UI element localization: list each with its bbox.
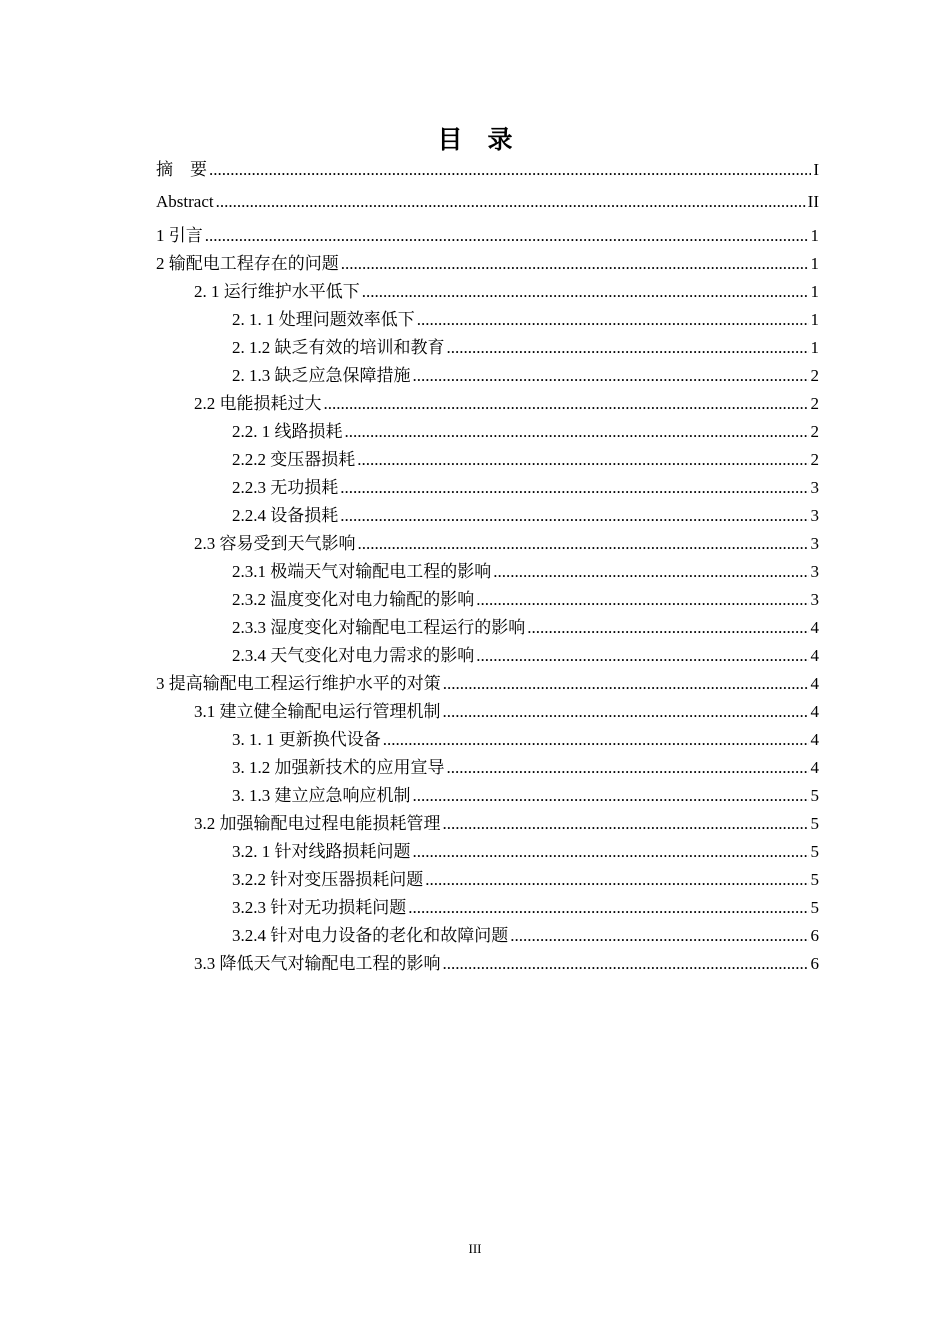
toc-entry-page: II bbox=[807, 192, 819, 211]
toc-entry-page: 3 bbox=[810, 562, 819, 581]
toc-entry[interactable] bbox=[194, 280, 819, 304]
toc-entry-label: 2.3.2 温度变化对电力输配的影响 bbox=[232, 590, 475, 609]
toc-entry[interactable] bbox=[232, 868, 819, 892]
toc-dot-leader bbox=[447, 336, 809, 360]
toc-entry-page: 2 bbox=[810, 366, 819, 385]
toc-entry-page: 2 bbox=[810, 394, 819, 413]
toc-entry-page: 2 bbox=[810, 422, 819, 441]
toc-entry-label: 3.1 建立健全输配电运行管理机制 bbox=[194, 702, 441, 721]
toc-entry-page: 5 bbox=[810, 870, 819, 889]
toc-entry-label: 摘 要 bbox=[156, 160, 207, 179]
toc-dot-leader bbox=[417, 308, 809, 332]
toc-entry-label: 3.2.4 针对电力设备的老化和故障问题 bbox=[232, 926, 509, 945]
toc-entry-label: 3 提高输配电工程运行维护水平的对策 bbox=[156, 674, 441, 693]
toc-entry-label: 2.2 电能损耗过大 bbox=[194, 394, 322, 413]
toc-entry-label: 3.2.2 针对变压器损耗问题 bbox=[232, 870, 424, 889]
toc-entry[interactable] bbox=[232, 728, 819, 752]
toc-dot-leader bbox=[340, 504, 808, 528]
toc-entry-label: 3.3 降低天气对输配电工程的影响 bbox=[194, 954, 441, 973]
toc-entry-label: 2.2. 1 线路损耗 bbox=[232, 422, 343, 441]
toc-entry[interactable] bbox=[232, 588, 819, 612]
toc-entry-page: 5 bbox=[810, 898, 819, 917]
toc-entry-label: 1 引言 bbox=[156, 226, 203, 245]
toc-entry-page: 1 bbox=[810, 310, 819, 329]
toc-entry-label: 2.2.2 变压器损耗 bbox=[232, 450, 356, 469]
toc-entry[interactable] bbox=[194, 952, 819, 976]
toc-entry-label: 2.2.4 设备损耗 bbox=[232, 506, 339, 525]
toc-dot-leader bbox=[425, 868, 808, 892]
toc-entry-label: 2. 1.2 缺乏有效的培训和教育 bbox=[232, 338, 445, 357]
toc-entry-page: 4 bbox=[810, 758, 819, 777]
toc-dot-leader bbox=[357, 448, 808, 472]
toc-entry[interactable] bbox=[232, 420, 819, 444]
toc-entry-page: 5 bbox=[810, 786, 819, 805]
toc-entry[interactable] bbox=[232, 336, 819, 360]
toc-dot-leader bbox=[345, 420, 809, 444]
toc-dot-leader bbox=[443, 672, 809, 696]
toc-entry[interactable] bbox=[232, 308, 819, 332]
toc-entry-page: 5 bbox=[810, 842, 819, 861]
toc-entry-label: 2. 1.3 缺乏应急保障措施 bbox=[232, 366, 411, 385]
toc-dot-leader bbox=[510, 924, 808, 948]
toc-entry[interactable] bbox=[232, 644, 819, 668]
toc-entry-label: 2.3.1 极端天气对输配电工程的影响 bbox=[232, 562, 492, 581]
toc-dot-leader bbox=[209, 158, 811, 182]
toc-entry-page: 2 bbox=[810, 450, 819, 469]
page-number-footer: III bbox=[468, 1241, 482, 1256]
toc-entry-page: 3 bbox=[810, 590, 819, 609]
toc-dot-leader bbox=[443, 700, 809, 724]
toc-dot-leader bbox=[443, 952, 809, 976]
toc-entry-page: I bbox=[813, 160, 819, 179]
toc-dot-leader bbox=[443, 812, 809, 836]
toc-dot-leader bbox=[413, 840, 809, 864]
toc-entry[interactable] bbox=[232, 560, 819, 584]
toc-entry-page: 6 bbox=[810, 954, 819, 973]
toc-entry-label: 2 输配电工程存在的问题 bbox=[156, 254, 339, 273]
toc-entry-page: 3 bbox=[810, 478, 819, 497]
toc-entry[interactable] bbox=[194, 812, 819, 836]
toc-entry-label: 3.2 加强输配电过程电能损耗管理 bbox=[194, 814, 441, 833]
toc-entry[interactable] bbox=[232, 364, 819, 388]
toc-dot-leader bbox=[341, 252, 809, 276]
toc-dot-leader bbox=[447, 756, 809, 780]
toc-dot-leader bbox=[205, 224, 809, 248]
toc-dot-leader bbox=[324, 392, 809, 416]
toc-dot-leader bbox=[408, 896, 808, 920]
toc-entry-page: 1 bbox=[810, 226, 819, 245]
toc-dot-leader bbox=[340, 476, 808, 500]
toc-entry-label: 3. 1. 1 更新换代设备 bbox=[232, 730, 381, 749]
toc-entry-page: 1 bbox=[810, 282, 819, 301]
toc-entry-page: 6 bbox=[810, 926, 819, 945]
toc-entry-label: 3. 1.3 建立应急响应机制 bbox=[232, 786, 411, 805]
toc-dot-leader bbox=[476, 644, 808, 668]
toc-entry-page: 3 bbox=[810, 506, 819, 525]
toc-dot-leader bbox=[527, 616, 808, 640]
toc-entry[interactable] bbox=[194, 532, 819, 556]
toc-dot-leader bbox=[413, 364, 809, 388]
toc-entry-label: 2.2.3 无功损耗 bbox=[232, 478, 339, 497]
toc-entry[interactable] bbox=[156, 252, 819, 276]
toc-entry-page: 4 bbox=[810, 618, 819, 637]
toc-entry-page: 5 bbox=[810, 814, 819, 833]
toc-entry-label: 3.2. 1 针对线路损耗问题 bbox=[232, 842, 411, 861]
toc-entry[interactable] bbox=[194, 700, 819, 724]
toc-entry[interactable] bbox=[194, 392, 819, 416]
toc-entry-page: 4 bbox=[810, 730, 819, 749]
page-title: 目 录 bbox=[437, 125, 513, 154]
toc-dot-leader bbox=[493, 560, 808, 584]
toc-entry-label: 2. 1 运行维护水平低下 bbox=[194, 282, 360, 301]
toc-entry-page: 1 bbox=[810, 254, 819, 273]
toc-entry-page: 4 bbox=[810, 702, 819, 721]
toc-entry[interactable] bbox=[232, 504, 819, 528]
toc-dot-leader bbox=[476, 588, 808, 612]
toc-entry[interactable] bbox=[156, 190, 819, 214]
toc-entry[interactable] bbox=[232, 616, 819, 640]
toc-entry[interactable] bbox=[232, 476, 819, 500]
toc-entry-label: 2.3.3 湿度变化对输配电工程运行的影响 bbox=[232, 618, 526, 637]
toc-dot-leader bbox=[216, 190, 806, 214]
toc-entry-label: 3.2.3 针对无功损耗问题 bbox=[232, 898, 407, 917]
toc-entry-label: 2.3.4 天气变化对电力需求的影响 bbox=[232, 646, 475, 665]
toc-entry[interactable] bbox=[156, 672, 819, 696]
toc-entry[interactable] bbox=[232, 756, 819, 780]
toc-dot-leader bbox=[413, 784, 809, 808]
toc-entry-label: Abstract bbox=[156, 192, 214, 211]
toc-entry[interactable] bbox=[232, 448, 819, 472]
toc-entry[interactable] bbox=[232, 784, 819, 808]
toc-entry[interactable] bbox=[156, 224, 819, 248]
toc-dot-leader bbox=[358, 532, 809, 556]
toc-entry[interactable] bbox=[232, 896, 819, 920]
toc-dot-leader bbox=[362, 280, 809, 304]
toc-dot-leader bbox=[383, 728, 809, 752]
toc-entry[interactable] bbox=[232, 840, 819, 864]
toc-entry-page: 4 bbox=[810, 674, 819, 693]
toc-entry-page: 1 bbox=[810, 338, 819, 357]
toc-entry-page: 4 bbox=[810, 646, 819, 665]
toc-entry-label: 2.3 容易受到天气影响 bbox=[194, 534, 356, 553]
toc-entry-label: 2. 1. 1 处理问题效率低下 bbox=[232, 310, 415, 329]
toc-entry[interactable] bbox=[232, 924, 819, 948]
toc-entry-page: 3 bbox=[810, 534, 819, 553]
toc-entry-label: 3. 1.2 加强新技术的应用宣导 bbox=[232, 758, 445, 777]
toc-entry[interactable] bbox=[156, 158, 819, 182]
